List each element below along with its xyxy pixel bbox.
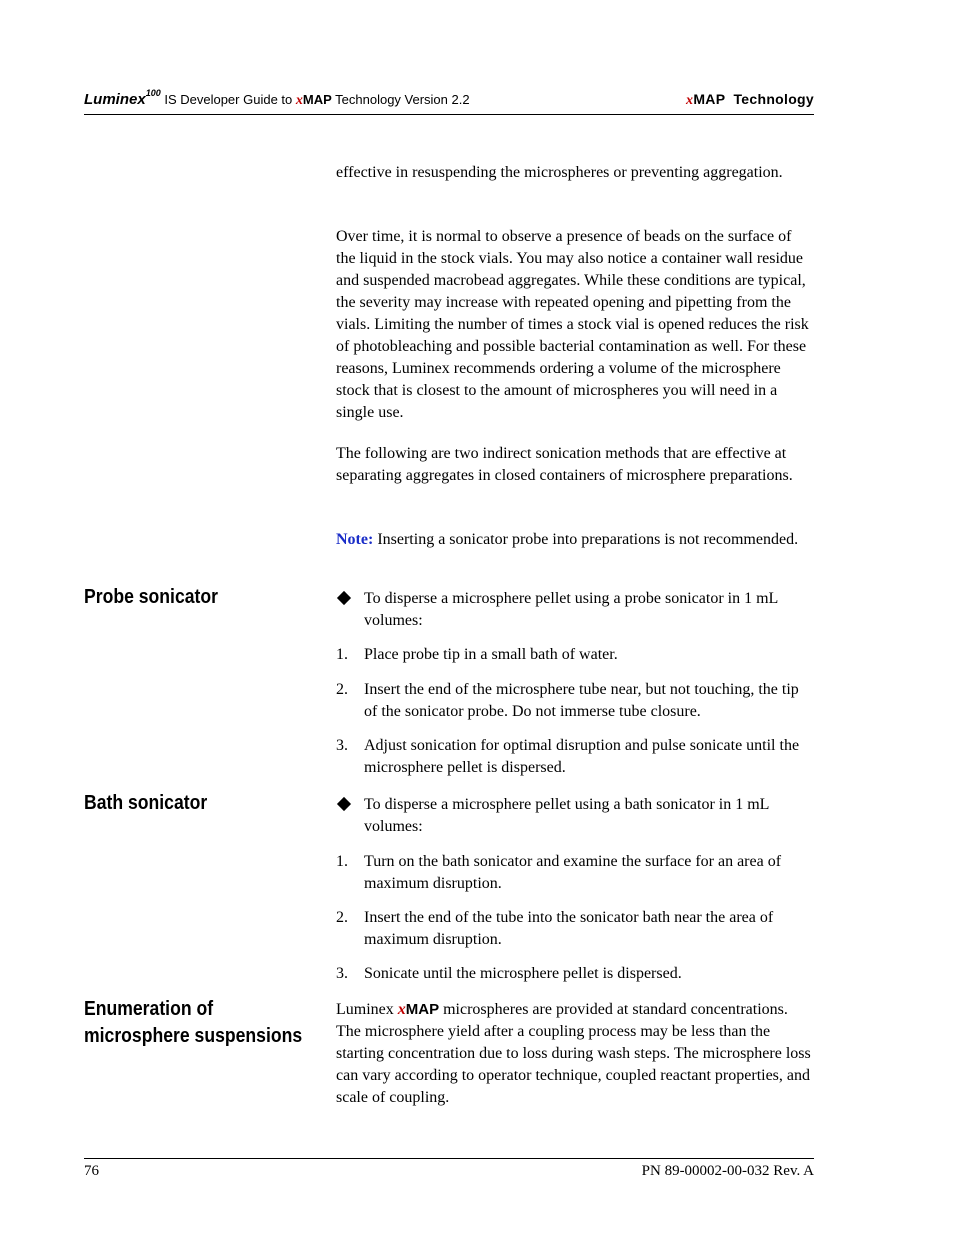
probe-intro-bullet: To disperse a microsphere pellet using a probe sonicator in 1 mL volumes:	[336, 588, 814, 632]
probe-step-1: 1. Place probe tip in a small bath of water.	[336, 646, 618, 663]
bath-intro-bullet: To disperse a microsphere pellet using a bath sonicator in 1 mL volumes:	[336, 794, 814, 838]
page-header	[84, 86, 814, 115]
enumeration-paragraph: Luminex xMAP microspheres are provided at standard concentrations. The microsphere yield after a coupling process may be less than the starting concentration due to loss during wash steps. The microsphere loss can vary according to operator technique, coupled reactant properties, and scale of coupling.	[336, 1001, 811, 1106]
intro-paragraph-1: effective in resuspending the microspheres or preventing aggregation.	[336, 164, 783, 181]
enumeration-heading: Enumeration of microsphere suspensions	[84, 998, 303, 1047]
bath-step-1: 1. Turn on the bath sonicator and examine the surface for an area of maximum disruption.	[336, 853, 782, 892]
probe-sonicator-heading: Probe sonicator	[84, 586, 218, 608]
note	[336, 529, 814, 551]
brand-superscript: 100	[145, 88, 161, 98]
header-xmap: xMAP	[295, 92, 332, 108]
bath-sonicator-heading: Bath sonicator	[84, 792, 208, 814]
bath-step-2: 2. Insert the end of the tube into the sonicator bath near the area of maximum disruption.	[336, 909, 774, 948]
intro-paragraph-3: The following are two indirect sonication methods that are effective at separating aggregates in closed containers of microsphere preparations.	[336, 445, 793, 484]
page-number: 76	[84, 1163, 99, 1179]
note-text: Inserting a sonicator probe into preparations is not recommended.	[373, 531, 799, 548]
version-text: Technology Version 2.2	[335, 92, 470, 107]
note-label: Note:	[336, 531, 374, 548]
luminex-brand: Luminex$^{100}$	[84, 88, 161, 108]
header-title	[84, 90, 470, 109]
bath-step-3: 3. Sonicate until the microsphere pellet is dispersed.	[336, 965, 682, 982]
intro-paragraph-2: Over time, it is normal to observe a presence of beads on the surface of the liquid in the stock vials. You may also notice a container wall residue and suspended macrobead aggregates. While these conditions are typical, the severity may increase with repeated opening and pipetting from the vials. Limiting the number of times a stock vial is opened reduces the risk of photobleaching and possible bacterial contamination as well. For these reasons, Luminex recommends ordering a volume of the microsphere stock that is closest to the amount of microspheres you will need in a single use.	[336, 228, 809, 421]
diamond-bullet-icon	[337, 797, 351, 811]
probe-step-3: 3. Adjust sonication for optimal disruption and pulse sonicate until the microsphere pellet is dispersed.	[336, 737, 800, 776]
diamond-bullet-icon	[337, 591, 351, 605]
guide-text: IS Developer Guide to	[164, 92, 293, 107]
part-number: PN 89-00002-00-032 Rev. A	[641, 1163, 814, 1179]
xmap-logo-text: xMAP	[397, 1001, 440, 1018]
header-section-title: xMAP Technology	[686, 91, 814, 108]
probe-step-2: 2. Insert the end of the microsphere tube near, but not touching, the tip of the sonicator probe. Do not immerse tube closure.	[336, 681, 799, 720]
page-footer	[84, 1158, 814, 1179]
